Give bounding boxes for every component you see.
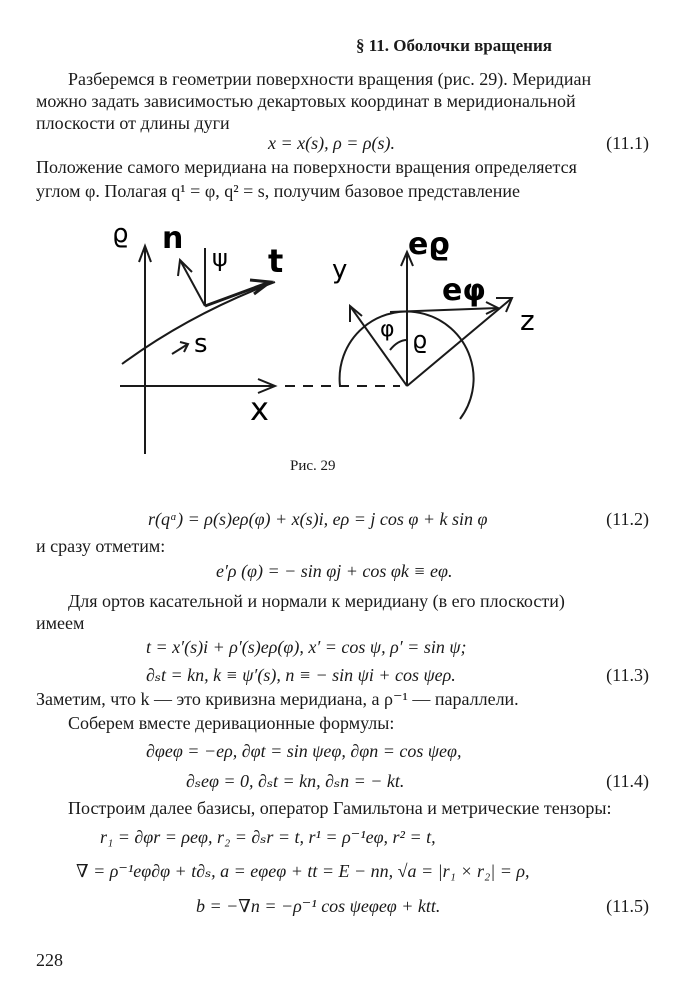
equation-11-5: b = −∇n = −ρ⁻¹ cos ψeφeφ + ktt. <box>196 896 441 916</box>
equation-derivative: e′ρ (φ) = − sin φj + cos φk ≡ eφ. <box>216 561 453 581</box>
tangent-vector <box>205 282 270 306</box>
equation-nabla: ∇ = ρ⁻¹eφ∂φ + t∂ₛ, a = eφeφ + tt = E − nn, √a = |r₁ × r₂| = ρ, <box>76 861 530 881</box>
normal-vector <box>180 260 205 306</box>
paragraph-line: можно задать зависимостью декартовых координат в меридиональной <box>36 91 576 111</box>
paragraph-line: Для ортов касательной и нормали к меридиану (в его плоскости) <box>68 591 565 611</box>
equation-number: (11.4) <box>606 771 649 791</box>
equation-number: (11.5) <box>606 896 649 916</box>
paragraph-line: и сразу отметим: <box>36 536 166 556</box>
paragraph-line: Заметим, что k — это кривизна меридиана, а ρ⁻¹ — параллели. <box>36 689 519 709</box>
equation-11-2: r(qᵅ) = ρ(s)eρ(φ) + x(s)i, eρ = j cos φ + k sin φ <box>148 509 488 529</box>
s-label: s <box>194 329 208 359</box>
paragraph-line: Разберемся в геометрии поверхности вращения (рис. 29). Меридиан <box>68 69 592 89</box>
section-header: § 11. Оболочки вращения <box>356 36 552 55</box>
paragraph-line: Соберем вместе деривационные формулы: <box>68 713 395 733</box>
z-label: z <box>520 304 535 337</box>
x-label: x <box>250 390 269 428</box>
e-phi-label: eφ <box>442 273 486 308</box>
equation-11-1: x = x(s), ρ = ρ(s). <box>268 133 396 153</box>
paragraph-line: имеем <box>36 613 85 633</box>
equation-derivation-1: ∂φeφ = −eρ, ∂φt = sin ψeφ, ∂φn = cos ψeφ, <box>146 741 462 761</box>
e-rho-label: eϱ <box>408 227 450 262</box>
rho-label-right: ϱ <box>412 326 428 354</box>
paragraph-line: углом φ. Полагая q¹ = φ, q² = s, получим базовое представление <box>36 181 521 201</box>
equation-11-4: ∂ₛeφ = 0, ∂ₛt = kn, ∂ₛn = − kt. <box>186 771 405 791</box>
paragraph-line: плоскости от длины дуги <box>36 113 230 133</box>
paragraph-line: Построим далее базисы, оператор Гамильтона и метрические тензоры: <box>68 798 612 818</box>
equation-number: (11.2) <box>606 509 649 529</box>
t-label: t <box>268 242 284 280</box>
equation-number: (11.3) <box>606 665 649 685</box>
equation-tangent: t = x′(s)i + ρ′(s)eρ(φ), x′ = cos ψ, ρ′ = sin ψ; <box>146 637 467 657</box>
phi-label: φ <box>380 317 395 342</box>
rho-label: ϱ <box>112 219 129 249</box>
n-label: n <box>162 221 184 256</box>
y-label: y <box>332 255 348 285</box>
figure-29 <box>100 214 560 454</box>
equation-basis: r₁ = ∂φr = ρeφ, r₂ = ∂ₛr = t, r¹ = ρ⁻¹eφ, r² = t, <box>100 827 436 847</box>
equation-number: (11.1) <box>606 133 649 153</box>
paragraph-line: Положение самого меридиана на поверхности вращения определяется <box>36 157 577 177</box>
equation-11-3: ∂ₛt = kn, k ≡ ψ′(s), n ≡ − sin ψi + cos ψeρ. <box>146 665 456 685</box>
page-number: 228 <box>36 950 63 970</box>
figure-caption: Рис. 29 <box>290 458 336 474</box>
psi-label: ψ <box>212 244 228 272</box>
